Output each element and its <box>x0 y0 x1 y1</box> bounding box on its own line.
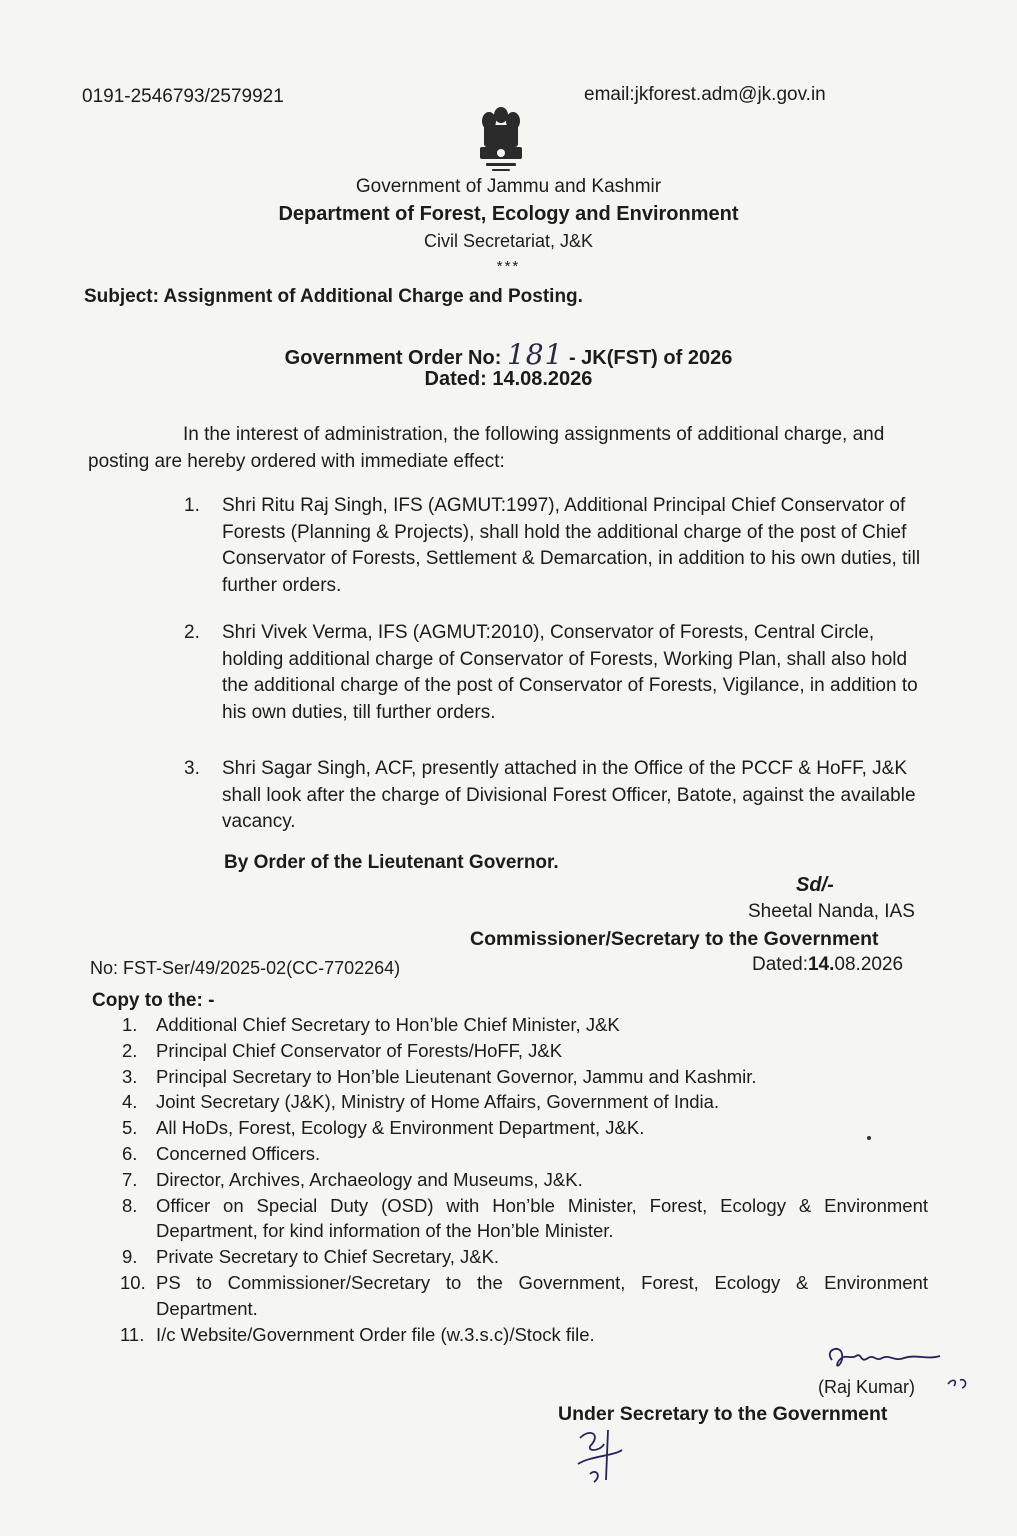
list-item-number: 7. <box>122 1168 138 1190</box>
reference-date-rest: 08.2026 <box>834 954 904 975</box>
item-text: Shri Ritu Raj Singh, IFS (AGMUT:1997), Additional Principal Chief Conservator of Forests (Planning & Projects), shall hold the additional charge of the post of Chief Conservator of Forests, Settlement & Demarcation, in addition to his own duties, till further orders. <box>222 495 921 596</box>
item-text: Shri Sagar Singh, ACF, presently attached in the Office of the PCCF & HoFF, J&K shall look after the charge of Divisional Forest Officer, Batote, against the available vacancy. <box>222 758 916 832</box>
list-item-number: 5. <box>122 1117 138 1139</box>
list-item-text: I/c Website/Government Order file (w.3.s.c)/Stock file. <box>156 1323 595 1345</box>
item-text: Shri Vivek Verma, IFS (AGMUT:2010), Conservator of Forests, Central Circle, holding additional charge of Conservator of Forests, Working Plan, shall also hold the additional charge of the post of Conservator of Forests, Vigilance, in addition to his own duties, till further orders. <box>222 622 918 723</box>
list-item-text: PS to Commissioner/Secretary to the Government, Forest, Ecology & Environment Department. <box>156 1271 928 1319</box>
list-item-text: Additional Chief Secretary to Hon’ble Chief Minister, J&K <box>156 1014 620 1035</box>
order-number: 181 <box>506 338 564 371</box>
list-item-text: Private Secretary to Chief Secretary, J&K. <box>156 1246 500 1268</box>
list-item <box>120 1270 928 1322</box>
list-item-text: Principal Secretary to Hon’ble Lieutenant Governor, Jammu and Kashmir. <box>156 1065 757 1087</box>
list-item-number: 9. <box>122 1246 138 1268</box>
reference-date-label: Dated: <box>752 954 808 975</box>
list-item <box>120 1322 928 1348</box>
list-item <box>122 1141 928 1167</box>
subject-line: Subject: Assignment of Additional Charge and Posting. <box>84 286 583 307</box>
list-item-number: 4. <box>122 1091 138 1113</box>
copy-to-heading: Copy to the: - <box>92 990 215 1011</box>
copy-to-list <box>120 1012 928 1347</box>
email-address: email:jkforest.adm@jk.gov.in <box>584 84 826 105</box>
order-prefix: Government Order No: <box>284 347 502 369</box>
under-signatory-designation: Under Secretary to the Government <box>558 1403 888 1425</box>
under-signatory-name: (Raj Kumar) <box>818 1377 916 1397</box>
list-item-text: All HoDs, Forest, Ecology & Environment Department, J&K. <box>156 1117 645 1139</box>
list-item-number: 10. <box>120 1271 146 1293</box>
list-item-number: 6. <box>122 1142 138 1164</box>
list-item-text: Concerned Officers. <box>156 1142 321 1164</box>
order-suffix: - JK(FST) of 2026 <box>568 347 733 369</box>
order-number-line <box>0 338 1017 371</box>
ink-dot <box>867 1136 871 1140</box>
order-item <box>184 756 926 836</box>
list-item <box>122 1244 928 1270</box>
order-item <box>184 620 926 726</box>
item-number: 2. <box>184 622 200 643</box>
government-name: Government of Jammu and Kashmir <box>355 176 662 197</box>
list-item-number: 1. <box>122 1014 138 1035</box>
list-item-number: 3. <box>122 1065 138 1087</box>
order-item <box>184 493 926 599</box>
handwritten-initials-icon <box>570 1420 630 1500</box>
list-item <box>122 1064 928 1090</box>
secretariat-name: Civil Secretariat, J&K <box>423 231 594 251</box>
state-emblem-icon <box>470 103 532 175</box>
item-number: 1. <box>184 495 200 516</box>
signatory-name: Sheetal Nanda, IAS <box>748 901 915 922</box>
list-item-text: Principal Chief Conservator of Forests/HoFF, J&K <box>156 1039 563 1061</box>
list-item <box>122 1115 928 1141</box>
list-item <box>122 1167 928 1193</box>
reference-date <box>752 954 903 976</box>
intro-paragraph: In the interest of administration, the following assignments of additional charge, and posting are hereby ordered with immediate effect: <box>88 424 885 472</box>
by-order-line: By Order of the Lieutenant Governor. <box>224 852 559 873</box>
item-number: 3. <box>184 758 200 779</box>
signed-mark: Sd/- <box>796 874 834 896</box>
list-item-number: 11. <box>120 1323 145 1345</box>
list-item-text: Joint Secretary (J&K), Ministry of Home Affairs, Government of India. <box>156 1091 720 1113</box>
order-date: Dated: 14.08.2026 <box>424 368 593 390</box>
signatory-designation: Commissioner/Secretary to the Government <box>470 928 879 950</box>
phone-number: 0191-2546793/2579921 <box>82 86 284 107</box>
list-item-number: 8. <box>122 1194 138 1216</box>
list-item <box>122 1012 928 1038</box>
reference-number: No: FST-Ser/49/2025-02(CC-7702264) <box>90 958 401 978</box>
department-name: Department of Forest, Ecology and Environment <box>278 203 739 225</box>
list-item-text: Director, Archives, Archaeology and Museums, J&K. <box>156 1168 583 1190</box>
list-item <box>122 1089 928 1115</box>
list-item <box>122 1193 928 1245</box>
list-item-number: 2. <box>122 1039 138 1061</box>
list-item-text: Officer on Special Duty (OSD) with Hon’ble Minister, Forest, Ecology & Environment Department, for kind information of the Hon’ble Minister. <box>156 1194 928 1242</box>
reference-date-day: 14. <box>807 954 835 975</box>
list-item <box>122 1038 928 1064</box>
separator-stars: *** <box>496 258 521 275</box>
